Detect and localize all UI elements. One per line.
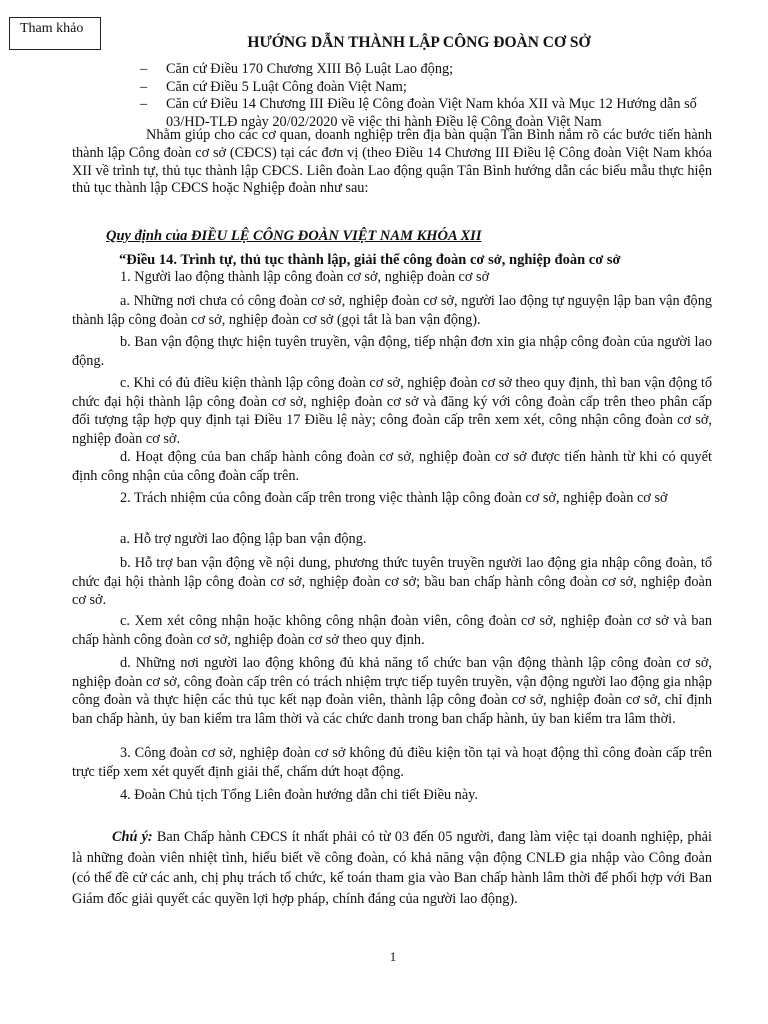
paragraph: 4. Đoàn Chủ tịch Tổng Liên đoàn hướng dẫn chi tiết Điều này. bbox=[120, 787, 478, 803]
paragraph: a. Hỗ trợ người lao động lập ban vận động. bbox=[120, 531, 367, 547]
paragraph: c. Xem xét công nhận hoặc không công nhận đoàn viên, công đoàn cơ sở, nghiệp đoàn cơ sở và ban chấp hành công đoàn cơ sở, nghiệp đoàn cơ sở theo quy định. bbox=[72, 613, 712, 648]
paragraph: c. Khi có đủ điều kiện thành lập công đoàn cơ sở, nghiệp đoàn cơ sở theo quy định, thì ban vận động tổ chức đại hội thành lập công đoàn cơ sở, nghiệp đoàn cơ sở và đăng ký với công đoàn cấp trên theo phân cấp đối tượng tập hợp quy định tại Điều 17 Điều lệ này; công đoàn cấp trên xem xét, công nhận công đoàn cơ sở, nghiệp đoàn cơ sở. bbox=[72, 375, 712, 447]
legal-basis-list bbox=[140, 61, 720, 131]
intro-paragraph: Nhằm giúp cho các cơ quan, doanh nghiệp trên địa bàn quận Tân Bình nắm rõ các bước tiến hành thành lập Công đoàn cơ sở (CĐCS) tại các đơn vị (theo Điều 14 Chương III Điều lệ Công đoàn Việt Nam khóa XII về trình tự, thủ tục thành lập CĐCS. Liên đoàn Lao động quận Tân Bình hướng dẫn các biểu mẫu thực hiện thủ tục thành lập CĐCS hoặc Nghiệp đoàn như sau: bbox=[72, 127, 712, 197]
list-item-text: Căn cứ Điều 14 Chương III Điều lệ Công đoàn Việt Nam khóa XII và Mục 12 Hướng dẫn số 03/HD-TLĐ ngày 20/02/2020 về việc thi hành Điều lệ Công đoàn Việt Nam bbox=[166, 96, 697, 130]
list-item-text: Căn cứ Điều 5 Luật Công đoàn Việt Nam; bbox=[166, 78, 407, 95]
section-heading: Quy định của ĐIỀU LỆ CÔNG ĐOÀN VIỆT NAM KHÓA XII bbox=[106, 228, 482, 244]
note-label: Chú ý: bbox=[112, 829, 153, 845]
page-number: 1 bbox=[389, 949, 397, 964]
paragraph: b. Hỗ trợ ban vận động về nội dung, phương thức tuyên truyền người lao động gia nhập công đoàn, tổ chức đại hội thành lập công đoàn cơ sở, nghiệp đoàn cơ sở; bầu ban chấp hành công đoàn cơ sở, nghiệp đoàn cơ sở. bbox=[72, 555, 712, 608]
paragraph: 1. Người lao động thành lập công đoàn cơ sở, nghiệp đoàn cơ sở bbox=[120, 269, 490, 285]
paragraph: 2. Trách nhiệm của công đoàn cấp trên trong việc thành lập công đoàn cơ sở, nghiệp đoàn cơ sở bbox=[120, 490, 668, 506]
list-item: – Căn cứ Điều 14 Chương III Điều lệ Công đoàn Việt Nam khóa XII và Mục 12 Hướng dẫn số 03/HD-TLĐ ngày 20/02/2020 về việc thi hành Điều lệ Công đoàn Việt Nam bbox=[140, 96, 720, 131]
note-paragraph bbox=[72, 827, 712, 909]
list-item: – Căn cứ Điều 5 Luật Công đoàn Việt Nam; bbox=[140, 78, 407, 95]
paragraph: d. Hoạt động của ban chấp hành công đoàn cơ sở, nghiệp đoàn cơ sở được tiến hành từ khi có quyết định công nhận của công đoàn cấp trên. bbox=[72, 449, 712, 484]
paragraph: d. Những nơi người lao động không đủ khả năng tổ chức ban vận động thành lập công đoàn cơ sở, nghiệp đoàn cơ sở, công đoàn cấp trên có trách nhiệm trực tiếp tuyên truyền, vận động người lao động gia nhập công đoàn và thực hiện các thủ tục kết nạp đoàn viên, thành lập công đoàn cơ sở, nghiệp đoàn cơ sở, chỉ định ban chấp hành, ủy ban kiểm tra lâm thời và các chức danh trong ban chấp hành, ủy ban kiểm tra lâm thời. bbox=[72, 655, 712, 727]
article-title: “Điều 14. Trình tự, thủ tục thành lập, giải thể công đoàn cơ sở, nghiệp đoàn cơ sở bbox=[119, 252, 621, 268]
list-item-text: Căn cứ Điều 170 Chương XIII Bộ Luật Lao động; bbox=[166, 61, 454, 77]
paragraph: a. Những nơi chưa có công đoàn cơ sở, nghiệp đoàn cơ sở, người lao động tự nguyện lập ban vận động thành lập công đoàn cơ sở, nghiệp đoàn cơ sở (gọi tắt là ban vận động). bbox=[72, 293, 712, 328]
note-text: Ban Chấp hành CĐCS ít nhất phải có từ 03 đến 05 người, đang làm việc tại doanh nghiệp, phải là những đoàn viên nhiệt tình, hiểu biết về công đoàn, có khả năng vận động CNLĐ gia nhập vào Công đoàn (có thể đề cử các anh, chị phụ trách tổ chức, kế toán tham gia vào Ban chấp hành lâm thời để phối hợp với Ban Giám đốc giải quyết các quyền lợi hợp pháp, chính đáng của người lao động). bbox=[72, 829, 712, 907]
paragraph: 3. Công đoàn cơ sở, nghiệp đoàn cơ sở không đủ điều kiện tồn tại và hoạt động thì công đoàn cấp trên trực tiếp xem xét quyết định giải thể, chấm dứt hoạt động. bbox=[72, 745, 712, 780]
paragraph: b. Ban vận động thực hiện tuyên truyền, vận động, tiếp nhận đơn xin gia nhập công đoàn của người lao động. bbox=[72, 334, 712, 369]
document-title: HƯỚNG DẪN THÀNH LẬP CÔNG ĐOÀN CƠ SỞ bbox=[247, 34, 591, 51]
reference-label-box: Tham khảo bbox=[9, 17, 101, 50]
list-item: – Căn cứ Điều 170 Chương XIII Bộ Luật Lao động; bbox=[140, 61, 454, 77]
